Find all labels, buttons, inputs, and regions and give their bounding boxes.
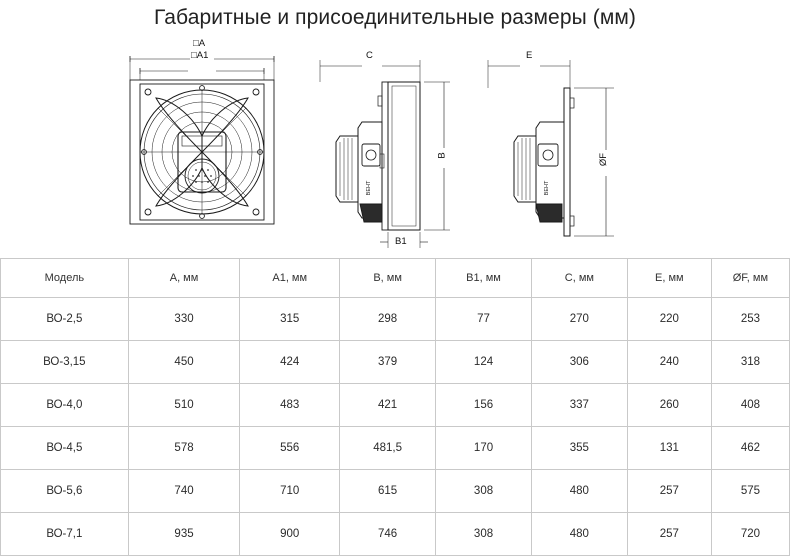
- cell-e: 260: [627, 384, 711, 427]
- cell-a: 330: [128, 298, 240, 341]
- table-row: [1, 341, 790, 384]
- dim-label-c: C: [366, 50, 373, 61]
- cell-a: 935: [128, 513, 240, 556]
- svg-text:ВЕНТ: ВЕНТ: [544, 180, 550, 196]
- column-header-a1: A1, мм: [240, 259, 340, 298]
- cell-c: 480: [531, 513, 627, 556]
- cell-b: 746: [340, 513, 436, 556]
- cell-b1: 77: [436, 298, 532, 341]
- cell-a: 450: [128, 341, 240, 384]
- cell-c: 306: [531, 341, 627, 384]
- cell-a1: 556: [240, 427, 340, 470]
- cell-f: 462: [711, 427, 789, 470]
- cell-model: ВО-4,5: [1, 427, 129, 470]
- cell-a1: 710: [240, 470, 340, 513]
- cell-b1: 308: [436, 470, 532, 513]
- cell-model: ВО-4,0: [1, 384, 129, 427]
- cell-e: 257: [627, 470, 711, 513]
- cell-model: ВО-7,1: [1, 513, 129, 556]
- cell-a1: 424: [240, 341, 340, 384]
- front-view-drawing: [112, 36, 292, 263]
- table-header-row: [1, 259, 790, 298]
- table-row: [1, 427, 790, 470]
- svg-text:ВЕНТ: ВЕНТ: [366, 180, 372, 196]
- table-row: [1, 513, 790, 556]
- cell-b: 615: [340, 470, 436, 513]
- cell-model: ВО-5,6: [1, 470, 129, 513]
- cell-b1: 156: [436, 384, 532, 427]
- cell-a1: 483: [240, 384, 340, 427]
- dim-label-a: □A: [193, 38, 206, 49]
- cell-a: 740: [128, 470, 240, 513]
- table-row: [1, 470, 790, 513]
- side-view-drawing: [300, 36, 470, 263]
- cell-c: 270: [531, 298, 627, 341]
- dim-label-b1: B1: [395, 236, 407, 247]
- cell-e: 131: [627, 427, 711, 470]
- column-header-model: Модель: [1, 259, 129, 298]
- cell-b1: 170: [436, 427, 532, 470]
- cell-a: 510: [128, 384, 240, 427]
- cell-f: 720: [711, 513, 789, 556]
- cell-b: 481,5: [340, 427, 436, 470]
- cell-c: 337: [531, 384, 627, 427]
- cell-b1: 124: [436, 341, 532, 384]
- cell-c: 480: [531, 470, 627, 513]
- cell-a: 578: [128, 427, 240, 470]
- column-header-c: C, мм: [531, 259, 627, 298]
- dim-label-e: E: [526, 50, 533, 61]
- cell-a1: 900: [240, 513, 340, 556]
- cell-model: ВО-3,15: [1, 341, 129, 384]
- dim-label-f: ØF: [598, 152, 610, 167]
- column-header-b: B, мм: [340, 259, 436, 298]
- cell-f: 318: [711, 341, 789, 384]
- cell-e: 257: [627, 513, 711, 556]
- cell-e: 220: [627, 298, 711, 341]
- dim-label-b: B: [436, 152, 448, 159]
- column-header-b1: B1, мм: [436, 259, 532, 298]
- cell-a1: 315: [240, 298, 340, 341]
- dim-label-a1: □A1: [191, 50, 209, 61]
- cell-c: 355: [531, 427, 627, 470]
- column-header-f: ØF, мм: [711, 259, 789, 298]
- cell-b: 379: [340, 341, 436, 384]
- cell-model: ВО-2,5: [1, 298, 129, 341]
- drawings-group: [0, 36, 790, 258]
- cell-b1: 308: [436, 513, 532, 556]
- cell-b: 421: [340, 384, 436, 427]
- column-header-a: A, мм: [128, 259, 240, 298]
- column-header-e: E, мм: [627, 259, 711, 298]
- table-row: [1, 298, 790, 341]
- cell-b: 298: [340, 298, 436, 341]
- dimensions-table: [0, 258, 790, 556]
- table-row: [1, 384, 790, 427]
- cell-f: 408: [711, 384, 789, 427]
- cell-f: 253: [711, 298, 789, 341]
- page-title: Габаритные и присоединительные размеры (мм): [153, 6, 637, 29]
- back-view-drawing: [478, 36, 708, 263]
- cell-f: 575: [711, 470, 789, 513]
- cell-e: 240: [627, 341, 711, 384]
